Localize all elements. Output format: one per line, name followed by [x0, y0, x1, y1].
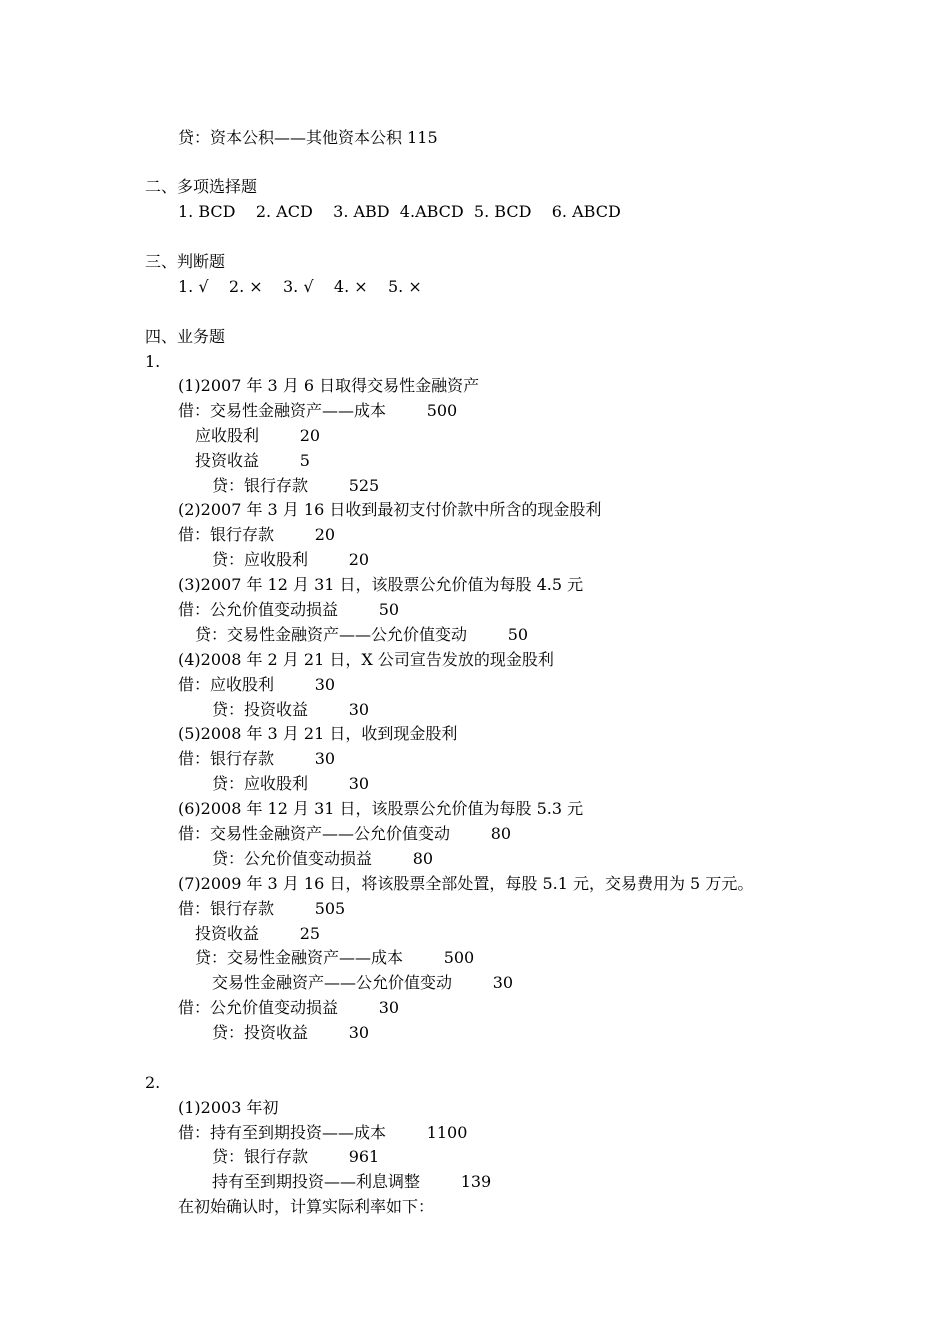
q1-line-1: (1)2007 年 3 月 6 日取得交易性金融资产: [178, 376, 480, 395]
q1-line-25: 交易性金融资产——公允价值变动 30: [212, 973, 514, 992]
q2-line-4: 持有至到期投资——利息调整 139: [212, 1172, 492, 1191]
q1-line-27: 贷：投资收益 30: [212, 1023, 370, 1042]
q1-line-26: 借：公允价值变动损益 30: [178, 998, 400, 1017]
q1-line-5: 贷：银行存款 525: [212, 476, 380, 495]
question-number-2: 2.: [145, 1073, 161, 1092]
q1-line-21: (7)2009 年 3 月 16 日，将该股票全部处置，每股 5.1 元，交易费用为 5 万元。: [178, 874, 754, 893]
q1-line-6: (2)2007 年 3 月 16 日收到最初支付价款中所含的现金股利: [178, 500, 602, 519]
q1-line-14: 贷：投资收益 30: [212, 700, 370, 719]
q2-line-2: 借：持有至到期投资——成本 1100: [178, 1123, 468, 1142]
q1-line-23: 投资收益 25: [195, 924, 321, 943]
q1-line-16: 借：银行存款 30: [178, 749, 336, 768]
q1-line-11: 贷：交易性金融资产——公允价值变动 50: [195, 625, 529, 644]
q1-line-12: (4)2008 年 2 月 21 日，X 公司宣告发放的现金股利: [178, 650, 554, 669]
true-false-answers: 1. √ 2. × 3. √ 4. × 5. ×: [178, 277, 422, 296]
q1-line-20: 贷：公允价值变动损益 80: [212, 849, 434, 868]
question-number-1: 1.: [145, 352, 161, 371]
q1-line-22: 借：银行存款 505: [178, 899, 346, 918]
q1-line-18: (6)2008 年 12 月 31 日，该股票公允价值为每股 5.3 元: [178, 799, 584, 818]
section-heading-true-false: 三、判断题: [145, 252, 226, 271]
section-heading-business: 四、业务题: [145, 327, 226, 346]
q1-line-15: (5)2008 年 3 月 21 日，收到现金股利: [178, 724, 458, 743]
q2-line-3: 贷：银行存款 961: [212, 1147, 380, 1166]
q2-line-5: 在初始确认时，计算实际利率如下：: [178, 1197, 435, 1216]
q1-line-2: 借：交易性金融资产——成本 500: [178, 401, 458, 420]
q2-line-1: (1)2003 年初: [178, 1098, 279, 1117]
text-line-capital-reserve: 贷：资本公积——其他资本公积 115: [178, 128, 438, 147]
section-heading-multiple-choice: 二、多项选择题: [145, 177, 258, 196]
q1-line-7: 借：银行存款 20: [178, 525, 336, 544]
q1-line-13: 借：应收股利 30: [178, 675, 336, 694]
q1-line-8: 贷：应收股利 20: [212, 550, 370, 569]
q1-line-4: 投资收益 5: [195, 451, 310, 470]
q1-line-19: 借：交易性金融资产——公允价值变动 80: [178, 824, 512, 843]
q1-line-3: 应收股利 20: [195, 426, 321, 445]
multiple-choice-answers: 1. BCD 2. ACD 3. ABD 4.ABCD 5. BCD 6. ABCD: [178, 202, 621, 221]
q1-line-10: 借：公允价值变动损益 50: [178, 600, 400, 619]
q1-line-24: 贷：交易性金融资产——成本 500: [195, 948, 475, 967]
q1-line-17: 贷：应收股利 30: [212, 774, 370, 793]
q1-line-9: (3)2007 年 12 月 31 日，该股票公允价值为每股 4.5 元: [178, 575, 584, 594]
